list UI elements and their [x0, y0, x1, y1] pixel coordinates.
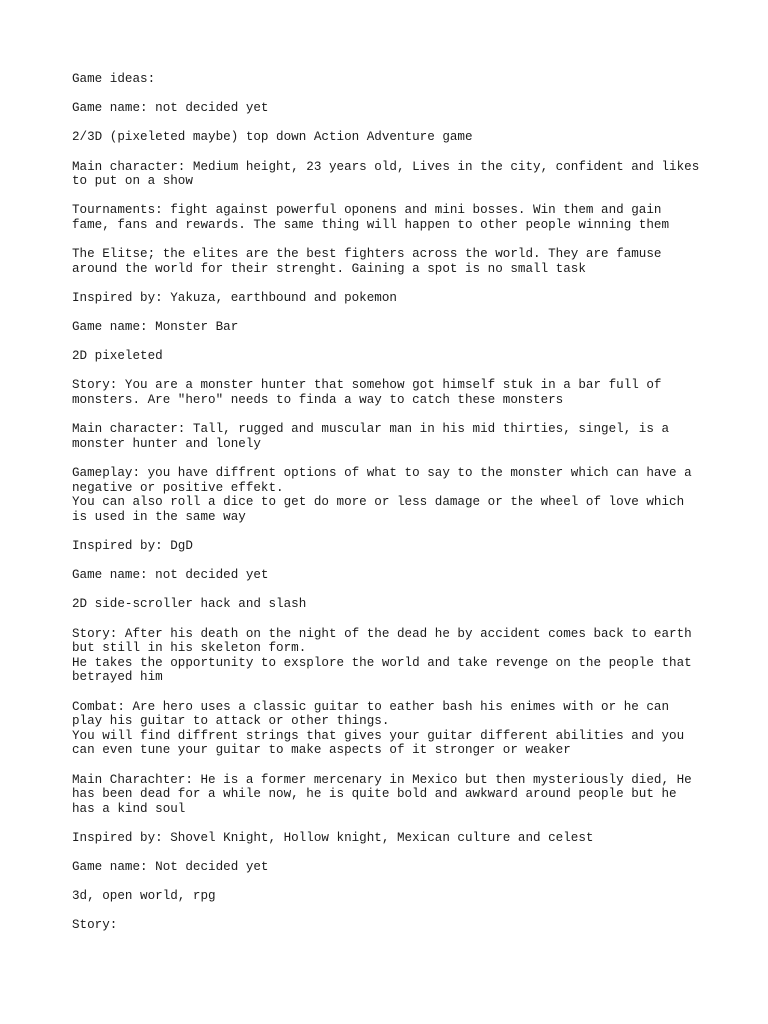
- paragraph: [72, 627, 712, 685]
- text-line: Game name: not decided yet: [72, 101, 269, 116]
- text-line: Tournaments: fight against powerful oponens and mini bosses. Win them and gain: [72, 203, 662, 218]
- paragraph: [72, 918, 712, 933]
- paragraph: [72, 466, 712, 524]
- text-line: has been dead for a while now, he is quite bold and awkward around people but he: [72, 787, 677, 802]
- text-line: Game name: not decided yet: [72, 568, 269, 583]
- text-line: can even tune your guitar to make aspects of it stronger or weaker: [72, 743, 571, 758]
- text-line: Main character: Medium height, 23 years old, Lives in the city, confident and likes: [72, 159, 700, 174]
- text-line: monster hunter and lonely: [72, 436, 261, 451]
- text-line: has a kind soul: [72, 801, 186, 816]
- text-line: Story: You are a monster hunter that somehow got himself stuk in a bar full of: [72, 378, 662, 393]
- paragraph: [72, 291, 712, 306]
- paragraph: [72, 597, 712, 612]
- text-line: negative or positive effekt.: [72, 480, 284, 495]
- text-line: Game ideas:: [72, 72, 156, 86]
- text-line: You can also roll a dice to get do more or less damage or the wheel of love which: [72, 495, 685, 510]
- paragraph: [72, 889, 712, 904]
- paragraph: [72, 539, 712, 554]
- text-line: Game name: Not decided yet: [72, 860, 269, 875]
- text-line: Game name: Monster Bar: [72, 320, 239, 335]
- paragraph: [72, 773, 712, 817]
- text-line: Main character: Tall, rugged and muscular man in his mid thirties, singel, is a: [72, 422, 670, 437]
- text-line: 3d, open world, rpg: [72, 889, 216, 904]
- text-line: Main Charachter: He is a former mercenary in Mexico but then mysteriously died, He: [72, 772, 692, 787]
- text-line: Gameplay: you have diffrent options of what to say to the monster which can have a: [72, 466, 692, 481]
- text-line: Story: After his death on the night of the dead he by accident comes back to earth: [72, 626, 692, 641]
- text-line: 2D side-scroller hack and slash: [72, 597, 307, 612]
- text-line: play his guitar to attack or other things.: [72, 714, 390, 729]
- text-line: You will find diffrent strings that gives your guitar different abilities and you: [72, 728, 685, 743]
- text-line: but still in his skeleton form.: [72, 641, 307, 656]
- paragraph: [72, 378, 712, 407]
- text-line: around the world for their strenght. Gaining a spot is no small task: [72, 261, 586, 276]
- text-line: is used in the same way: [72, 509, 246, 524]
- paragraph: [72, 247, 712, 276]
- paragraph: [72, 568, 712, 583]
- paragraph: [72, 860, 712, 875]
- text-line: 2D pixeleted: [72, 349, 163, 364]
- paragraph: [72, 422, 712, 451]
- paragraph: [72, 130, 712, 145]
- paragraph: [72, 831, 712, 846]
- text-line: Inspired by: DgD: [72, 539, 193, 553]
- paragraph: [72, 203, 712, 232]
- document-body: [72, 72, 712, 948]
- text-line: The Elitse; the elites are the best fighters across the world. They are famuse: [72, 247, 662, 262]
- text-line: He takes the opportunity to exsplore the world and take revenge on the people that: [72, 655, 692, 670]
- text-line: fame, fans and rewards. The same thing will happen to other people winning them: [72, 217, 670, 232]
- paragraph: [72, 320, 712, 335]
- paragraph: [72, 72, 712, 87]
- text-line: Combat: Are hero uses a classic guitar to eather bash his enimes with or he can: [72, 699, 670, 714]
- paragraph: [72, 700, 712, 758]
- paragraph: [72, 160, 712, 189]
- paragraph: [72, 349, 712, 364]
- text-line: Inspired by: Shovel Knight, Hollow knight, Mexican culture and celest: [72, 830, 594, 845]
- text-line: betrayed him: [72, 670, 163, 685]
- text-line: Story:: [72, 918, 118, 933]
- paragraph: [72, 101, 712, 116]
- text-line: 2/3D (pixeleted maybe) top down Action Adventure game: [72, 130, 473, 145]
- text-line: to put on a show: [72, 174, 193, 189]
- text-line: Inspired by: Yakuza, earthbound and pokemon: [72, 290, 397, 305]
- text-line: monsters. Are "hero" needs to finda a way to catch these monsters: [72, 393, 564, 408]
